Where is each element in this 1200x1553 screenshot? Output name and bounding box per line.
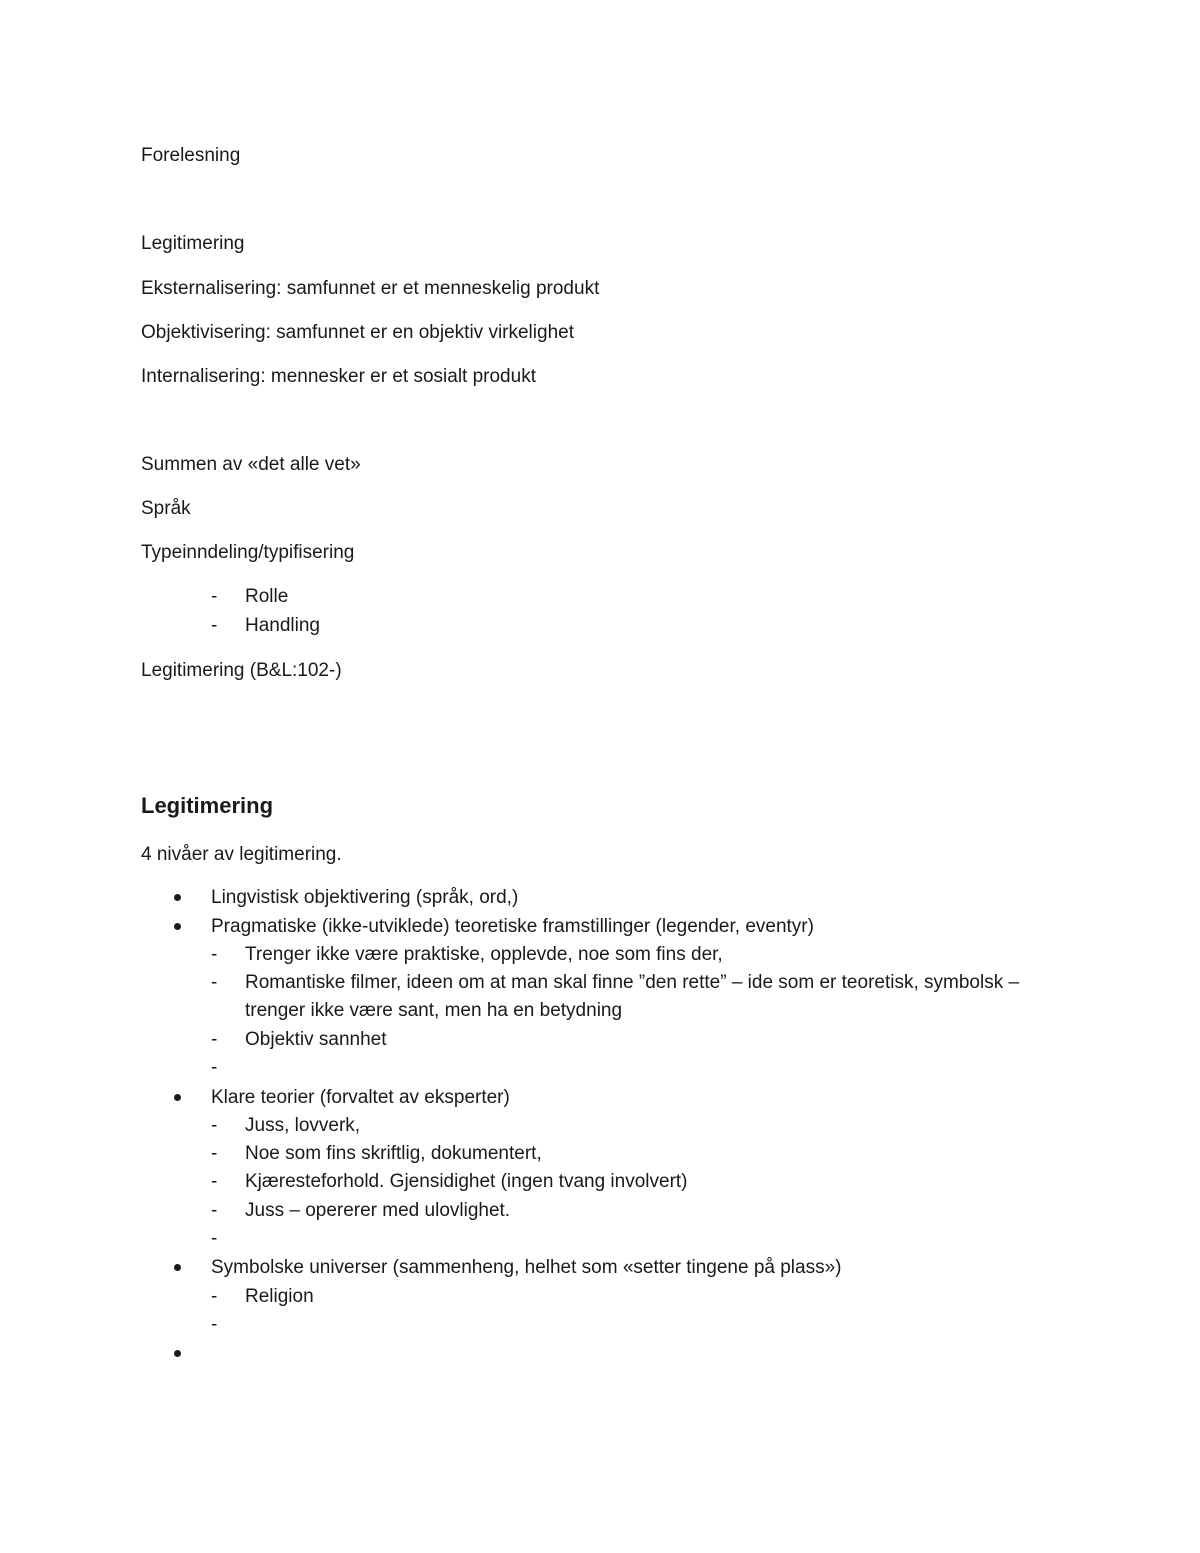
list-item: Pragmatiske (ikke-utviklede) teoretiske framstillinger (legender, eventyr) xyxy=(211,916,814,937)
dash-marker: - xyxy=(211,944,218,965)
sub-list-item: Rolle xyxy=(245,586,289,607)
list-item: Lingvistisk objektivering (språk, ord,) xyxy=(211,887,519,908)
text-line: Typeinndeling/typifisering xyxy=(141,542,355,563)
bullet-marker xyxy=(174,894,181,901)
dash-marker: - xyxy=(211,1029,218,1050)
dash-marker: - xyxy=(211,972,218,993)
sub-list-item: Religion xyxy=(245,1286,314,1307)
sub-list-item: Noe som fins skriftlig, dokumentert, xyxy=(245,1143,542,1164)
bullet-marker xyxy=(174,1094,181,1101)
sub-list-item: Handling xyxy=(245,615,320,636)
sub-list-item: Objektiv sannhet xyxy=(245,1029,387,1050)
section-intro: 4 nivåer av legitimering. xyxy=(141,844,342,865)
dash-marker: - xyxy=(211,1057,218,1078)
dash-marker: - xyxy=(211,1171,218,1192)
definition-line: Objektivisering: samfunnet er en objektiv virkelighet xyxy=(141,322,574,343)
bullet-marker xyxy=(174,923,181,930)
dash-marker: - xyxy=(211,586,218,607)
sub-list-item-continuation: trenger ikke være sant, men ha en betydning xyxy=(245,1000,623,1021)
sub-list-item: Kjæresteforhold. Gjensidighet (ingen tvang involvert) xyxy=(245,1171,688,1192)
text-line: Summen av «det alle vet» xyxy=(141,454,361,475)
sub-list-item: Juss – opererer med ulovlighet. xyxy=(245,1200,511,1221)
definition-line: Eksternalisering: samfunnet er et menneskelig produkt xyxy=(141,278,600,299)
bullet-marker xyxy=(174,1264,181,1271)
reference-line: Legitimering (B&L:102-) xyxy=(141,660,342,681)
bullet-marker xyxy=(174,1350,181,1357)
dash-marker: - xyxy=(211,1286,218,1307)
document-title: Forelesning xyxy=(141,145,241,166)
section-heading: Legitimering xyxy=(141,793,274,818)
dash-marker: - xyxy=(211,1115,218,1136)
definition-line: Internalisering: mennesker er et sosialt produkt xyxy=(141,366,536,387)
dash-marker: - xyxy=(211,615,218,636)
text-line: Språk xyxy=(141,498,191,519)
dash-marker: - xyxy=(211,1228,218,1249)
list-item: Klare teorier (forvaltet av eksperter) xyxy=(211,1087,510,1108)
sub-list-item: Trenger ikke være praktiske, opplevde, noe som fins der, xyxy=(245,944,723,965)
list-item: Symbolske universer (sammenheng, helhet som «setter tingene på plass») xyxy=(211,1257,842,1278)
dash-marker: - xyxy=(211,1314,218,1335)
sub-list-item: Juss, lovverk, xyxy=(245,1115,361,1136)
section-label: Legitimering xyxy=(141,233,245,254)
dash-marker: - xyxy=(211,1143,218,1164)
sub-list-item: Romantiske filmer, ideen om at man skal finne ”den rette” – ide som er teoretisk, symbolsk – xyxy=(245,972,1020,993)
dash-marker: - xyxy=(211,1200,218,1221)
